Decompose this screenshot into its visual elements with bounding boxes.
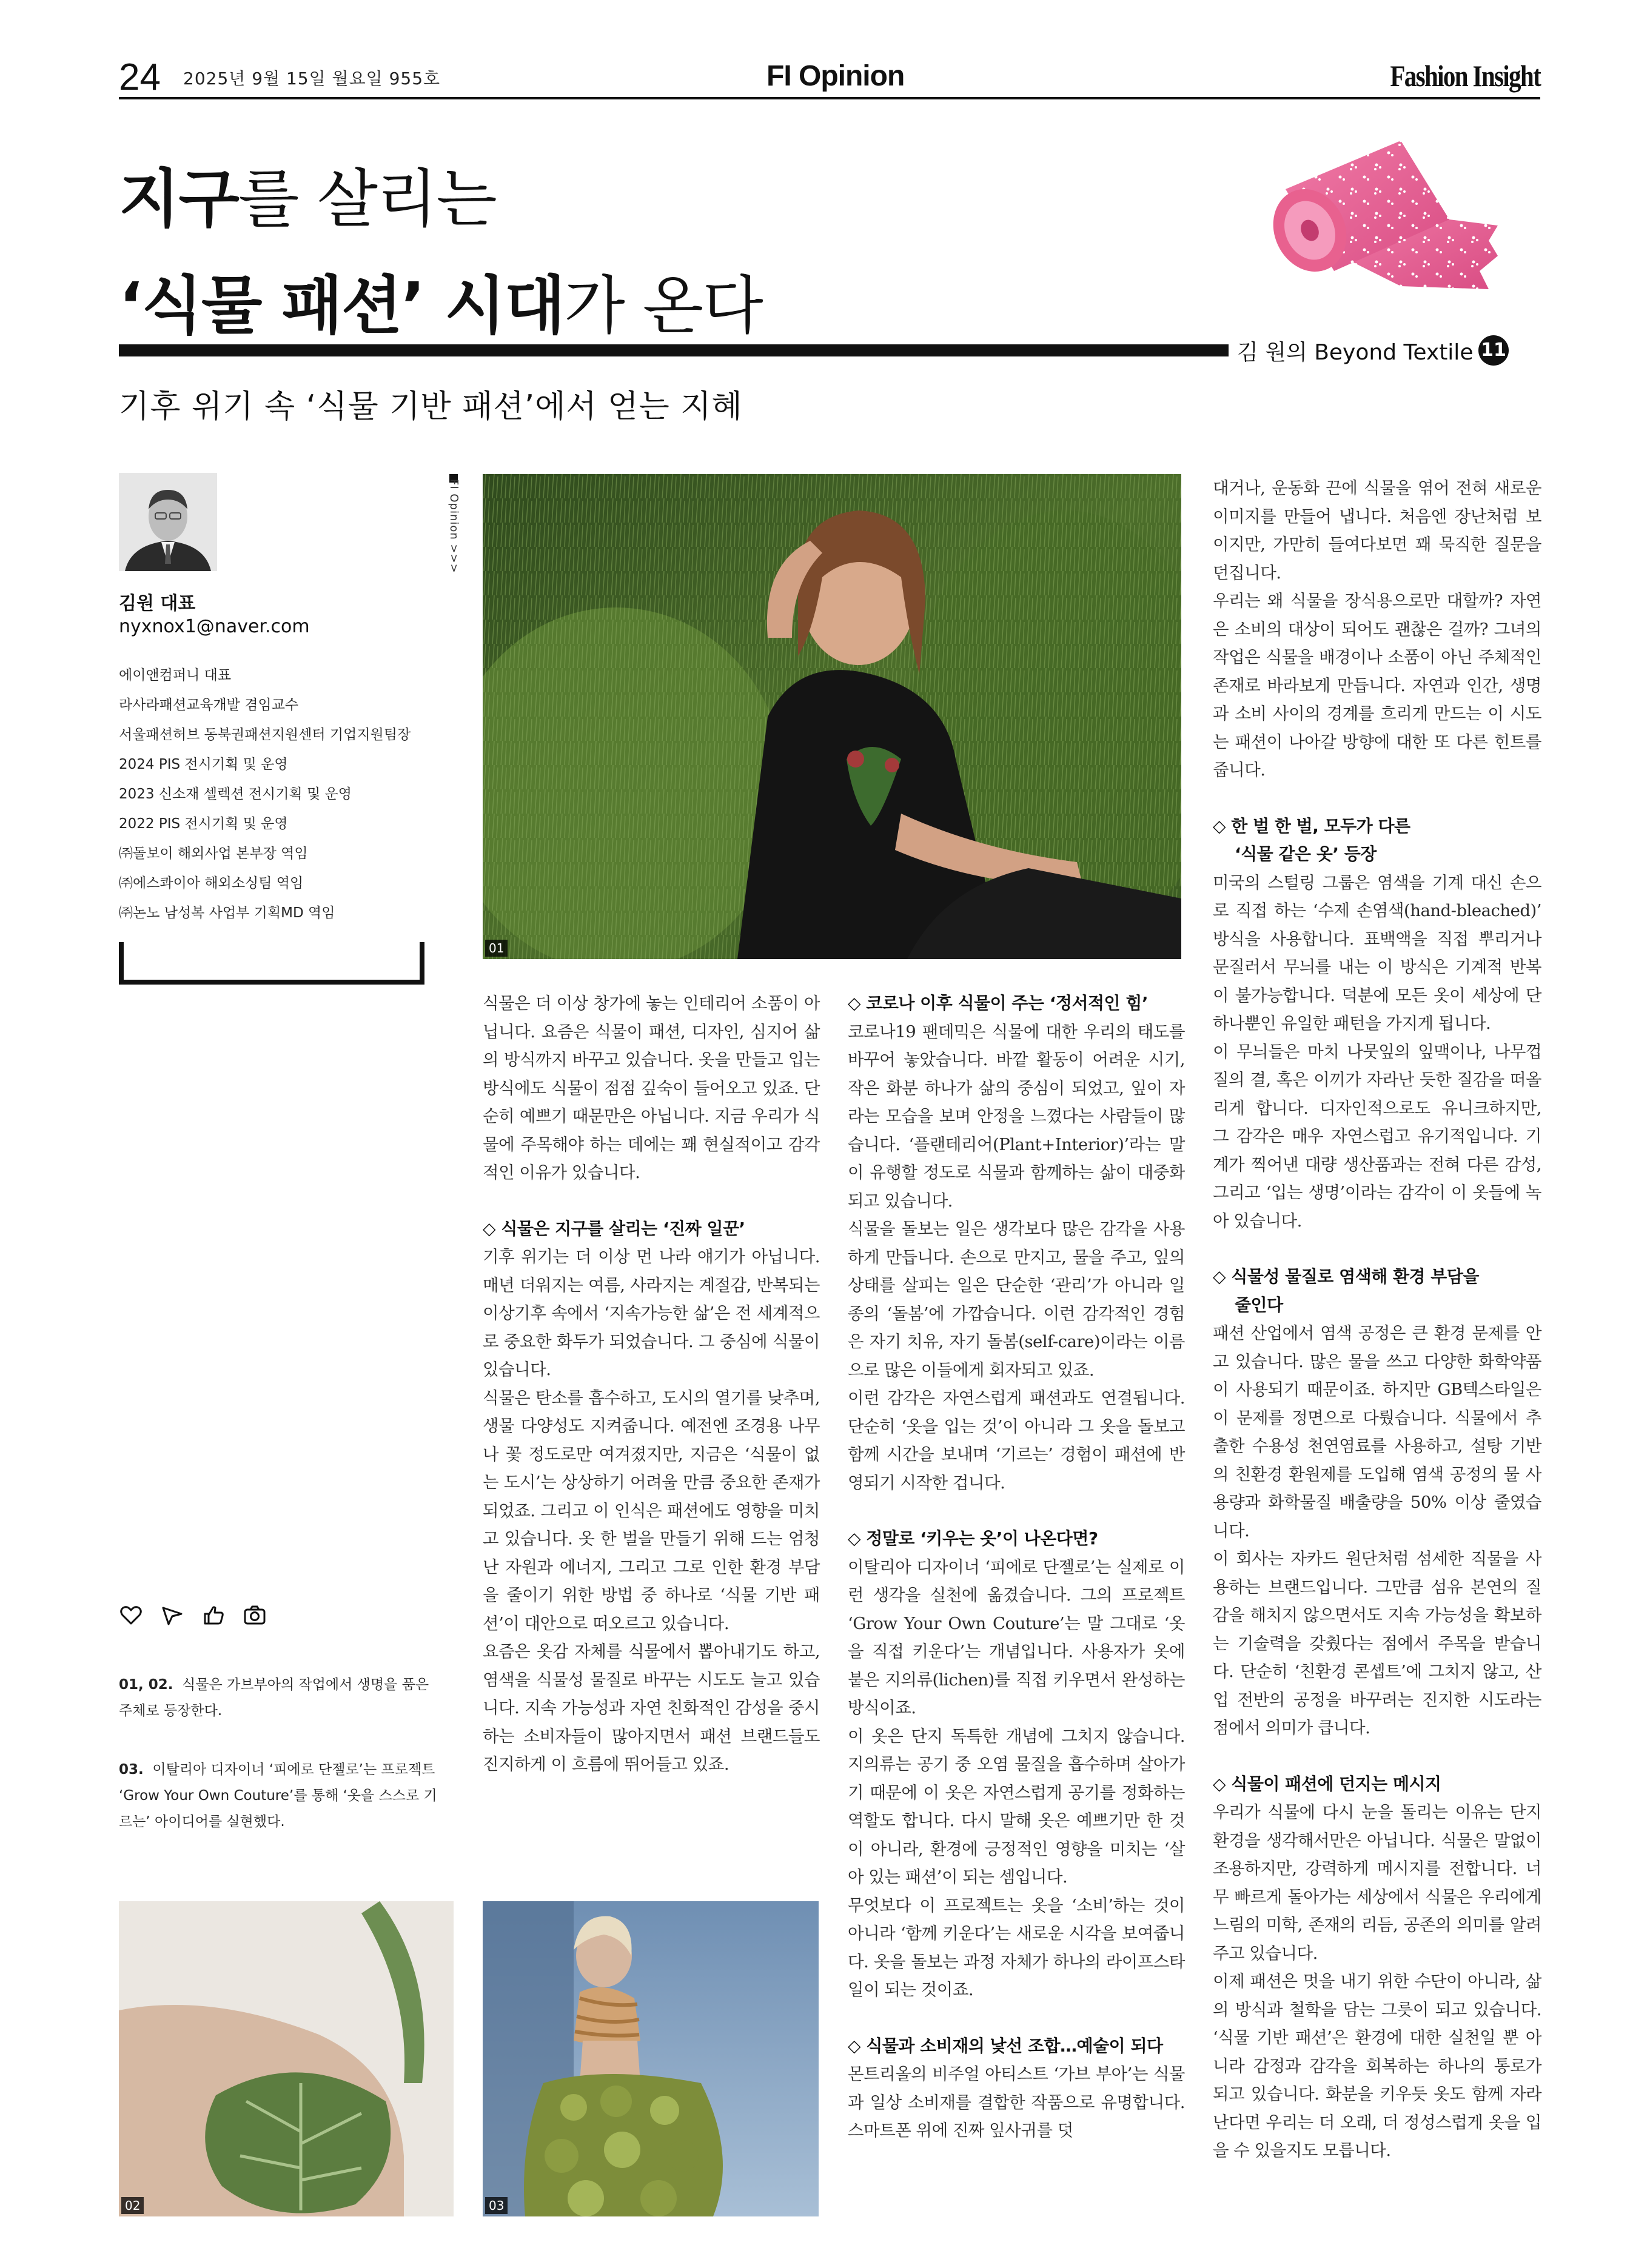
article-subheading-text: ◇ 정말로 ‘키우는 옷’이 나온다면? xyxy=(848,1528,1098,1548)
photo-number-label: 02 xyxy=(121,2197,144,2214)
photo-moss-dress xyxy=(483,1901,819,2216)
article-subheading-text: ◇ 한 벌 한 벌, 모두가 다른 xyxy=(1213,815,1410,836)
article-paragraph: 식물을 돌보는 일은 생각보다 많은 감각을 사용하게 만듭니다. 손으로 만지고, 물을 주고, 잎의 상태를 살피는 일은 단순한 ‘관리’가 아니라 일종의 ‘돌봄’에 가깝습니다. 이런 감각적인 경험은 자기 치유, 자기 돌봄(self-care)이라는 이름으로 많은 이들에게 회자되고 있죠. xyxy=(848,1219,1185,1380)
article-subheading xyxy=(848,1525,1185,1553)
photo-number-label: 03 xyxy=(485,2197,508,2214)
headline-line2-rest: 가 온다 xyxy=(564,269,762,343)
article-column-2 xyxy=(848,989,1185,2145)
photo-leaf-bag xyxy=(119,1901,454,2216)
article-paragraph: 기후 위기는 더 이상 먼 나라 얘기가 아닙니다. 매년 더워지는 여름, 사라지는 계절감, 반복되는 이상기후 속에서 ‘지속가능한 삶’은 전 세계적으로 중요한 화두가 되었습니다. 그 중심에 식물이 있습니다. xyxy=(483,1247,820,1379)
article-subheading-text: ◇ 코로나 이후 식물이 주는 ‘정서적인 힘’ xyxy=(848,993,1149,1013)
author-bio-item: 라사라패션교육개발 겸임교수 xyxy=(119,697,299,713)
headline-rule xyxy=(119,344,1229,356)
article-paragraph: 코로나19 팬데믹은 식물에 대한 우리의 태도를 바꾸어 놓았습니다. 바깥 활동이 어려운 시기, 작은 화분 하나가 삶의 중심이 되었고, 잎이 자라는 모습을 보며 안정을 느꼈다는 사람들이 많습니다. ‘플랜테리어(Plant+Interior)’라는 말이 유행할 정도로 식물과 함께하는 삶이 대중화되고 있습니다. xyxy=(848,1022,1185,1211)
share-icons xyxy=(119,1603,267,1627)
photo-number-label: 01 xyxy=(485,940,508,957)
article-paragraph: 이 회사는 자카드 원단처럼 섬세한 직물을 사용하는 브랜드입니다. 그만큼 섬유 본연의 질감을 해치지 않으면서도 지속 가능성을 확보하는 기술력을 갖췄다는 점에서 주목을 받습니다. 단순히 ‘친환경 콘셉트’에 그치지 않고, 산업 전반의 공정을 바꾸려는 진지한 시도라는 점에서 의미가 큽니다. xyxy=(1213,1549,1541,1738)
thumbs-up-icon[interactable] xyxy=(201,1603,226,1627)
article-paragraph: 이런 감각은 자연스럽게 패션과도 연결됩니다. 단순히 ‘옷을 입는 것’이 아니라 그 옷을 돌보고 함께 시간을 보내며 ‘기르는’ 경험이 패션에 반영되기 시작한 겁니다. xyxy=(848,1388,1185,1493)
subheadline: 기후 위기 속 ‘식물 기반 패션’에서 얻는 지혜 xyxy=(119,389,743,425)
article-subheading xyxy=(848,989,1185,1018)
article-paragraph: 패션 산업에서 염색 공정은 큰 환경 문제를 안고 있습니다. 많은 물을 쓰고 다양한 화학약품이 사용되기 때문이죠. 하지만 GB텍스타일은 이 문제를 정면으로 다뤘습니다. 식물에서 추출한 수용성 천연염료를 사용하고, 설탕 기반의 친환경 환원제를 도입해 염색 공정의 물 사용량과 화학물질 배출량을 50% 이상 줄였습니다. xyxy=(1213,1323,1541,1540)
caption-number: 03. xyxy=(119,1762,144,1778)
fabric-roll-illustration xyxy=(1249,135,1504,310)
vertical-section-tag: FI Opinion >>> xyxy=(448,479,460,574)
article-subheading-continuation: 줄인다 xyxy=(1235,1294,1283,1315)
author-bio-item: ㈜에스콰이아 해외소싱팀 역임 xyxy=(119,875,304,891)
article-paragraph: 식물은 더 이상 창가에 놓는 인테리어 소품이 아닙니다. 요즘은 식물이 패션, 디자인, 심지어 삶의 방식까지 바꾸고 있습니다. 옷을 만들고 입는 방식에도 식물이 점점 깊숙이 들어오고 있죠. 단순히 예쁘기 때문만은 아닙니다. 지금 우리가 식물에 주목해야 하는 데에는 꽤 현실적이고 감각적인 이유가 있습니다. xyxy=(483,994,820,1182)
caption-text: 식물은 가브부아의 작업에서 생명을 품은 주체로 등장한다. xyxy=(119,1677,429,1719)
article-paragraph: 식물은 탄소를 흡수하고, 도시의 열기를 낮추며, 생물 다양성도 지켜줍니다. 예전엔 조경용 나무나 꽃 정도로만 여겨졌지만, 지금은 ‘식물이 없는 도시’는 상상하기 어려울 만큼 중요한 존재가 되었죠. 그리고 이 인식은 패션에도 영향을 미치고 있습니다. 옷 한 벌을 만들기 위해 드는 엄청난 자원과 에너지, 그리고 그로 인한 환경 부담을 줄이기 위한 방법 중 하나로 ‘식물 기반 패션’이 대안으로 떠오르고 있습니다. xyxy=(483,1388,820,1633)
article-subheading-text: ◇ 식물이 패션에 던지는 메시지 xyxy=(1213,1773,1441,1794)
author-photo xyxy=(119,473,217,571)
masthead xyxy=(119,53,1540,99)
article-subheading-text: ◇ 식물은 지구를 살리는 ‘진짜 일꾼’ xyxy=(483,1218,745,1239)
article-column-3 xyxy=(1213,474,1541,2165)
caption-03 xyxy=(119,1757,440,1835)
caption-01-02 xyxy=(119,1672,440,1724)
headline-line1-bold: 지구 xyxy=(119,162,238,236)
article-paragraph: 우리는 왜 식물을 장식용으로만 대할까? 자연은 소비의 대상이 되어도 괜찮은 걸까? 그녀의 작업은 식물을 배경이나 소품이 아닌 주체적인 존재로 바라보게 만듭니다. 자연과 인간, 생명과 소비 사이의 경계를 흐리게 만드는 이 시도는 패션이 나아갈 방향에 대한 또 다른 힌트를 줍니다. xyxy=(1213,591,1541,780)
article-paragraph: 요즘은 옷감 자체를 식물에서 뽑아내기도 하고, 염색을 식물성 물질로 바꾸는 시도도 늘고 있습니다. 지속 가능성과 자연 친화적인 감성을 중시하는 소비자들이 많아지면서 패션 브랜드들도 진지하게 이 흐름에 뛰어들고 있죠. xyxy=(483,1642,820,1774)
caption-text: 이탈리아 디자이너 ‘피에로 단젤로’는 프로젝트 ‘Grow Your Own Couture’를 통해 ‘옷을 스스로 기르는’ 아이디어를 실현했다. xyxy=(119,1762,437,1830)
article-subheading xyxy=(1213,1263,1541,1319)
article-subheading-continuation: ‘식물 같은 옷’ 등장 xyxy=(1235,844,1377,864)
photo-woman-with-plants xyxy=(483,474,1181,959)
headline-line1-rest: 를 살리는 xyxy=(238,162,496,236)
author-bio-item: 2023 신소재 셀렉션 전시기획 및 운영 xyxy=(119,786,352,802)
author-bio-list xyxy=(119,661,411,928)
article-paragraph: 몬트리올의 비주얼 아티스트 ‘가브 부아’는 식물과 일상 소비재를 결합한 작품으로 유명합니다. 스마트폰 위에 진짜 잎사귀를 덧 xyxy=(848,2064,1185,2140)
heart-icon[interactable] xyxy=(119,1603,143,1627)
series-number-badge: 11 xyxy=(1478,335,1509,366)
article-paragraph: 이 옷은 단지 독특한 개념에 그치지 않습니다. 지의류는 공기 중 오염 물질을 흡수하며 살아가기 때문에 이 옷은 자연스럽게 공기를 정화하는 역할도 합니다. 다시 말해 옷은 예쁘기만 한 것이 아니라, 환경에 긍정적인 영향을 미치는 ‘살아 있는 패션’이 되는 셈입니다. xyxy=(848,1726,1185,1887)
camera-icon[interactable] xyxy=(243,1603,267,1627)
article-paragraph: 이제 패션은 멋을 내기 위한 수단이 아니라, 삶의 방식과 철학을 담는 그릇이 되고 있습니다. ‘식물 기반 패션’은 환경에 대한 실천일 뿐 아니라 감정과 감각을 회복하는 하나의 통로가 되고 있습니다. 화분을 키우듯 옷도 함께 자라난다면 우리는 더 오래, 더 정성스럽게 옷을 입을 수 있을지도 모릅니다. xyxy=(1213,1972,1541,2160)
sidebar-bracket xyxy=(119,942,424,985)
article-subheading xyxy=(848,2032,1185,2061)
section-title: FI Opinion xyxy=(766,60,905,92)
article-paragraph: 무엇보다 이 프로젝트는 옷을 ‘소비’하는 것이 아니라 ‘함께 키운다’는 새로운 시각을 보여줍니다. 옷을 돌보는 과정 자체가 하나의 라이프스타일이 되는 것이죠. xyxy=(848,1895,1185,1999)
author-bio-item: 2022 PIS 전시기획 및 운영 xyxy=(119,816,288,832)
author-bio-item: 2024 PIS 전시기획 및 운영 xyxy=(119,757,288,772)
article-paragraph: 이탈리아 디자이너 ‘피에로 단젤로’는 실제로 이런 생각을 실천에 옮겼습니다. 그의 프로젝트 ‘Grow Your Own Couture’는 말 그대로 ‘옷을 직접 키운다’는 개념입니다. 사용자가 옷에 붙은 지의류(lichen)를 직접 키우면서 완성하는 방식이죠. xyxy=(848,1557,1185,1718)
article-column-1 xyxy=(483,989,820,1779)
article-subheading xyxy=(1213,812,1541,869)
article-subheading xyxy=(483,1215,820,1243)
article-paragraph: 우리가 식물에 다시 눈을 돌리는 이유는 단지 환경을 생각해서만은 아닙니다. 식물은 말없이 조용하지만, 강력하게 메시지를 전합니다. 너무 빠르게 돌아가는 세상에서 식물은 우리에게 느림의 미학, 존재의 리듬, 공존의 의미를 알려주고 있습니다. xyxy=(1213,1802,1541,1963)
author-name: 김원 대표 xyxy=(119,593,196,614)
article-paragraph: 미국의 스털링 그룹은 염색을 기계 대신 손으로 직접 하는 ‘수제 손염색(hand-bleached)’ 방식을 사용합니다. 표백액을 직접 뿌리거나 문질러서 무늬를 내는 이 방식은 기계적 반복이 불가능합니다. 덕분에 모든 옷이 세상에 단 하나뿐인 유일한 패턴을 가지게 됩니다. xyxy=(1213,872,1541,1033)
headline-line2-bold: ‘식물 패션’ 시대 xyxy=(119,269,565,343)
author-email[interactable]: nyxnox1@naver.com xyxy=(119,616,310,637)
article-subheading xyxy=(1213,1770,1541,1799)
headline xyxy=(119,146,762,359)
author-bio-item: ㈜논노 남성복 사업부 기획MD 역임 xyxy=(119,905,335,921)
article-paragraph: 이 무늬들은 마치 나뭇잎의 잎맥이나, 나무껍질의 결, 혹은 이끼가 자라난 듯한 질감을 떠올리게 합니다. 디자인적으로도 유니크하지만, 그 감각은 매우 자연스럽고 유기적입니다. 기계가 찍어낸 대량 생산품과는 전혀 다른 감성, 그리고 ‘입는 생명’이라는 감각이 이 옷들에 녹아 있습니다. xyxy=(1213,1042,1541,1231)
article-subheading-text: ◇ 식물과 소비재의 낯선 조합…예술이 되다 xyxy=(848,2035,1163,2056)
brand-logo: Fashion Insight xyxy=(1390,59,1540,93)
caption-number: 01, 02. xyxy=(119,1677,173,1693)
send-icon[interactable] xyxy=(160,1603,184,1627)
issue-date: 2025년 9월 15일 월요일 955호 xyxy=(183,69,441,89)
page-number: 24 xyxy=(119,56,161,98)
series-label: 김 원의 Beyond Textile xyxy=(1237,340,1474,365)
author-bio-item: ㈜돌보이 해외사업 본부장 역임 xyxy=(119,846,308,861)
article-subheading-text: ◇ 식물성 물질로 염색해 환경 부담을 xyxy=(1213,1266,1479,1286)
author-bio-item: 에이앤컴퍼니 대표 xyxy=(119,667,232,683)
article-paragraph: 대거나, 운동화 끈에 식물을 엮어 전혀 새로운 이미지를 만들어 냅니다. 처음엔 장난처럼 보이지만, 가만히 들여다보면 꽤 묵직한 질문을 던집니다. xyxy=(1213,478,1541,583)
author-bio-item: 서울패션허브 동북권패션지원센터 기업지원팀장 xyxy=(119,727,411,743)
